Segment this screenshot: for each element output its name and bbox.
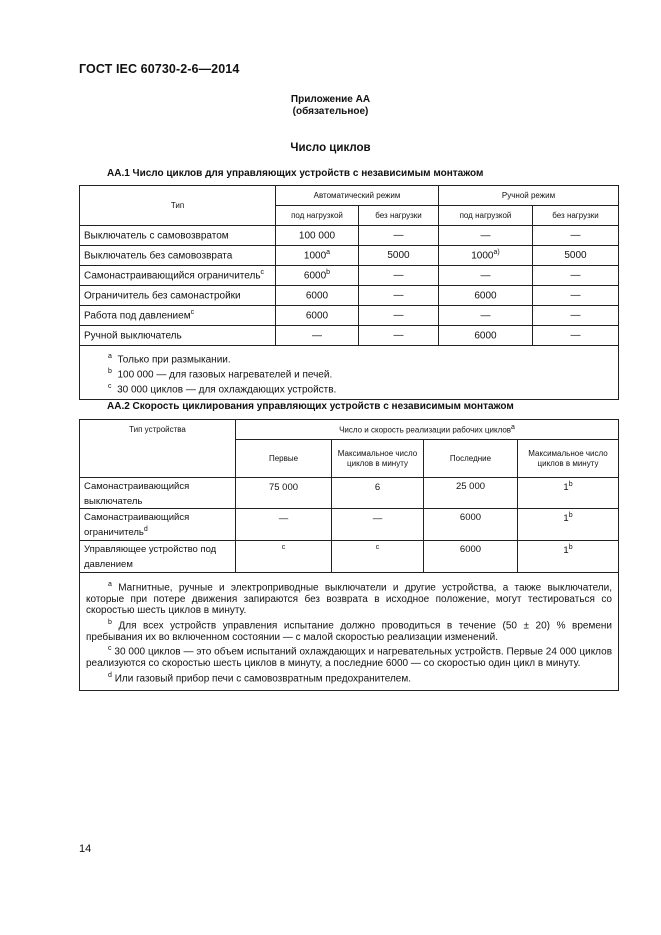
table-cell: Самонастраивающийся ограничитель$^d$ xyxy=(80,509,236,541)
table1-notes xyxy=(80,346,619,400)
footnote: $^c$ 30 000 циклов — для охлаждающих устройств. xyxy=(108,382,337,395)
table-cell: 6000 xyxy=(439,326,533,346)
table-row xyxy=(80,478,619,509)
table1-subheader: под нагрузкой xyxy=(439,206,533,226)
main-title: Число циклов xyxy=(290,142,371,154)
table-cell: 6 xyxy=(332,478,424,509)
table-cell: — xyxy=(359,226,439,246)
table-row xyxy=(80,246,619,266)
table1-subheader: под нагрузкой xyxy=(276,206,359,226)
table-cell: — xyxy=(359,326,439,346)
footnote: $^a$ Магнитные, ручные и электроприводные выключатели и другие устройства, а также выключатели, которые при потере движения запираются без возврата в исходное положение, могут тестироваться со скоростью шесть циклов в минуту. xyxy=(86,581,613,617)
table-cell: — xyxy=(533,266,619,286)
table2-caption: АА.2 Скорость циклирования управляющих устройств с независимым монтажом xyxy=(107,401,514,412)
table-cell: — xyxy=(359,286,439,306)
page-number: 14 xyxy=(79,843,92,855)
table-cell: — xyxy=(439,266,533,286)
table-cell: Управляющее устройство под давлением xyxy=(80,541,236,573)
annex-title: Приложение АА xyxy=(290,94,371,105)
table-row xyxy=(80,509,619,541)
table-cell: Работа под давлением$^c$ xyxy=(80,306,276,326)
table-cell: — xyxy=(533,286,619,306)
table-cell: Выключатель без самовозврата xyxy=(80,246,276,266)
table-cell: Самонастраивающийся выключатель xyxy=(80,478,236,509)
table1-subheader: без нагрузки xyxy=(533,206,619,226)
table-cell: 1$^b$ xyxy=(518,478,619,509)
table2-subheader: Первые xyxy=(236,440,332,478)
table1-header-auto: Автоматический режим xyxy=(276,186,439,206)
table-row xyxy=(80,266,619,286)
table-row xyxy=(80,541,619,573)
table-cell: 1$^b$ xyxy=(518,541,619,573)
table-cell: — xyxy=(236,509,332,541)
table-cell: 75 000 xyxy=(236,478,332,509)
table-cell: 6000 xyxy=(424,509,518,541)
table-cell: 6000 xyxy=(424,541,518,573)
table-cell: 6000 xyxy=(276,306,359,326)
table-cell: — xyxy=(359,306,439,326)
table-cell: — xyxy=(533,226,619,246)
table1-header-manual: Ручной режим xyxy=(439,186,619,206)
table-cell: Ограничитель без самонастройки xyxy=(80,286,276,306)
annex-status: (обязательное) xyxy=(292,106,369,117)
table-cell: 6000 xyxy=(439,286,533,306)
footnote: $^d$ Или газовый прибор печи с самовозвратным предохранителем. xyxy=(108,671,412,684)
table1-caption: АА.1 Число циклов для управляющих устройств с независимым монтажом xyxy=(107,168,484,179)
footnote: $^a$ Только при размыкании. xyxy=(108,353,231,366)
table-cell: — xyxy=(533,326,619,346)
table-cell: — xyxy=(439,226,533,246)
table-cell: — xyxy=(332,509,424,541)
table-cell: 1000$^{a)}$ xyxy=(439,246,533,266)
table-cell: 6000$^b$ xyxy=(276,266,359,286)
table1-subheader: без нагрузки xyxy=(359,206,439,226)
table-row xyxy=(80,326,619,346)
table-cell: 5000 xyxy=(359,246,439,266)
table-cell: 1$^b$ xyxy=(518,509,619,541)
table2 xyxy=(79,419,619,691)
table-cell: 1000$^a$ xyxy=(276,246,359,266)
table2-subheader: Максимальное число циклов в минуту xyxy=(518,440,619,478)
table-cell: c xyxy=(236,541,332,573)
table-cell: 100 000 xyxy=(276,226,359,246)
document-header: ГОСТ IEC 60730-2-6—2014 xyxy=(79,62,240,76)
footnote: $^c$ 30 000 циклов — это объем испытаний охлаждающих и нагревательных устройств. Первые 24 000 циклов реализуются со скоростью шесть циклов в минуту, а последние 6000 — со скоростью один цикл в минуту. xyxy=(86,645,613,670)
table-row xyxy=(80,286,619,306)
table2-header-group: Число и скорость реализации рабочих циклов$^a$ xyxy=(236,420,619,440)
table-cell: 6000 xyxy=(276,286,359,306)
table2-header-type: Тип устройства xyxy=(80,420,236,478)
table-cell: 25 000 xyxy=(424,478,518,509)
table-cell: Самонастраивающийся ограничитель$^c$ xyxy=(80,266,276,286)
table-row xyxy=(80,226,619,246)
table2-subheader: Последние xyxy=(424,440,518,478)
table-cell: Ручной выключатель xyxy=(80,326,276,346)
table1 xyxy=(79,185,619,400)
table-cell: — xyxy=(439,306,533,326)
table-cell: — xyxy=(276,326,359,346)
table-row xyxy=(80,306,619,326)
footnote: $^b$ 100 000 — для газовых нагревателей и печей. xyxy=(108,367,333,381)
table2-subheader: Максимальное число циклов в минуту xyxy=(332,440,424,478)
table-cell: — xyxy=(533,306,619,326)
table-cell: — xyxy=(359,266,439,286)
table-cell: Выключатель с самовозвратом xyxy=(80,226,276,246)
footnote: $^b$ Для всех устройств управления испытание должно проводиться в течение (50 ± 20) % времени пребывания их во включенном состоянии — с малой скоростью реализации изменений. xyxy=(86,618,613,643)
table-cell: 5000 xyxy=(533,246,619,266)
table1-header-type: Тип xyxy=(80,186,276,226)
table2-notes xyxy=(80,573,619,691)
table-cell: c xyxy=(332,541,424,573)
